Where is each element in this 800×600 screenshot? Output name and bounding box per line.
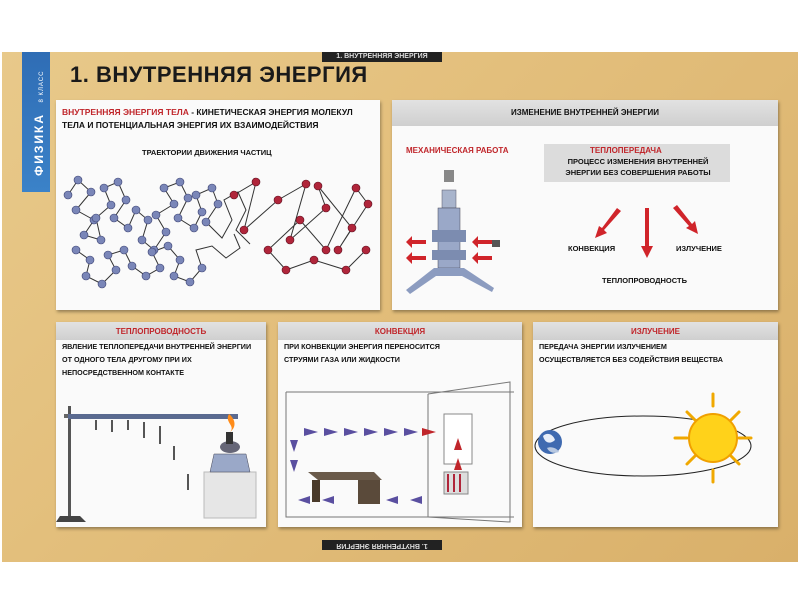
radiation-line1: ПЕРЕДАЧА ЭНЕРГИИ ИЗЛУЧЕНИЕМ	[539, 342, 667, 351]
heat-transfer-line1: ПРОЦЕСС ИЗМЕНЕНИЯ ВНУТРЕННЕЙ	[567, 157, 709, 166]
radiation-line2: ОСУЩЕСТВЛЯЕТСЯ БЕЗ СОДЕЙСТВИЯ ВЕЩЕСТВА	[539, 355, 723, 364]
radiation-header: ИЗЛУЧЕНИЕ	[631, 327, 680, 336]
conduction-line3: НЕПОСРЕДСТВЕННОМ КОНТАКТЕ	[62, 368, 185, 377]
top-tab: 1. ВНУТРЕННЯЯ ЭНЕРГИЯ	[322, 52, 442, 62]
convection-header: КОНВЕКЦИЯ	[374, 327, 426, 336]
mechanical-work-label: МЕХАНИЧЕСКАЯ РАБОТА	[406, 146, 509, 155]
convection-line2: СТРУЯМИ ГАЗА ИЛИ ЖИДКОСТИ	[284, 355, 400, 364]
energy-change-header: ИЗМЕНЕНИЕ ВНУТРЕННЕЙ ЭНЕРГИИ	[510, 108, 660, 117]
heat-transfer-label: ТЕПЛОПЕРЕДАЧА	[590, 146, 662, 155]
subject-name: ФИЗИКА	[32, 113, 46, 176]
sun-earth-illustration	[533, 322, 778, 527]
heat-transfer-line2: ЭНЕРГИИ БЕЗ СОВЕРШЕНИЯ РАБОТЫ	[565, 168, 711, 177]
convection-label: КОНВЕКЦИЯ	[568, 244, 616, 253]
definition-rest: - КИНЕТИЧЕСКАЯ ЭНЕРГИЯ МОЛЕКУЛ	[188, 107, 353, 117]
heat-transfer-arrows	[392, 100, 778, 310]
grade-label: 8 КЛАСС	[39, 70, 45, 103]
convection-line1: ПРИ КОНВЕКЦИИ ЭНЕРГИЯ ПЕРЕНОСИТСЯ	[284, 342, 440, 351]
particle-trajectories	[56, 100, 380, 310]
definition-term: ВНУТРЕННЯЯ ЭНЕРГИЯ ТЕЛА	[62, 107, 189, 117]
conduction-label: ТЕПЛОПРОВОДНОСТЬ	[602, 276, 687, 285]
conduction-line1: ЯВЛЕНИЕ ТЕПЛОПЕРЕДАЧИ ВНУТРЕННЕЙ ЭНЕРГИИ	[62, 342, 252, 351]
convection-panel	[278, 322, 522, 527]
conduction-header: ТЕПЛОПРОВОДНОСТЬ	[115, 327, 207, 336]
definition-line2: ТЕЛА И ПОТЕНЦИАЛЬНАЯ ЭНЕРГИЯ ИХ ВЗАИМОДЕЙСТВИЯ	[62, 120, 319, 130]
conduction-line2: ОТ ОДНОГО ТЕЛА ДРУГОМУ ПРИ ИХ	[62, 355, 192, 364]
internal-energy-panel	[56, 100, 380, 310]
radiation-panel	[533, 322, 778, 527]
convection-room-illustration	[278, 322, 522, 527]
conduction-panel	[56, 322, 266, 527]
radiation-label: ИЗЛУЧЕНИЕ	[676, 244, 722, 253]
conduction-illustration	[56, 322, 266, 527]
subject-label	[30, 71, 48, 176]
energy-change-panel	[392, 100, 778, 310]
trajectories-caption: ТРАЕКТОРИИ ДВИЖЕНИЯ ЧАСТИЦ	[142, 148, 272, 157]
page-title: 1. ВНУТРЕННЯЯ ЭНЕРГИЯ	[70, 62, 368, 87]
bottom-tab: 1. ВНУТРЕННЯЯ ЭНЕРГИЯ	[322, 540, 442, 550]
